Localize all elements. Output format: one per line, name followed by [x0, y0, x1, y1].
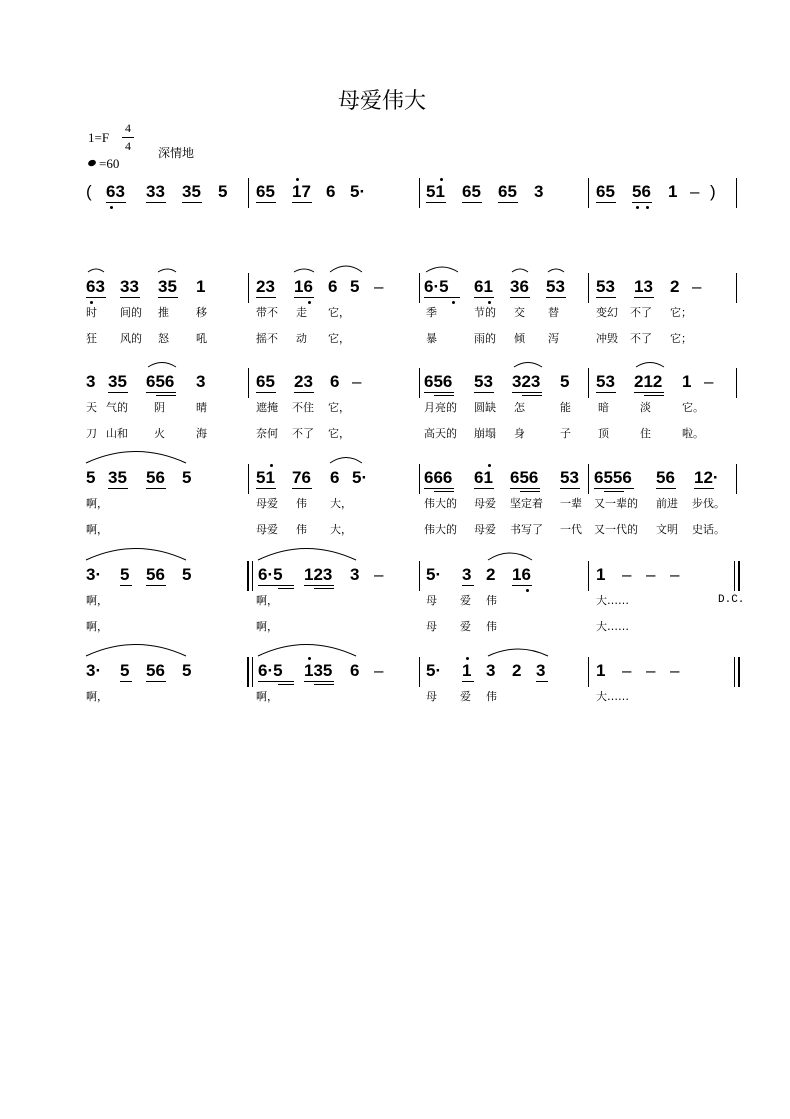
note: 5 — [120, 565, 130, 584]
lyric: 大…… — [596, 594, 629, 607]
lyric: 一代 — [560, 523, 582, 536]
lyric: 啊， — [256, 690, 278, 703]
lyric: 母爱 — [256, 523, 278, 536]
note: 1 — [682, 372, 692, 391]
note: 56 — [656, 468, 675, 487]
note: 23 — [294, 372, 313, 391]
note: 5 — [120, 661, 130, 680]
note: 65 — [256, 372, 275, 391]
note: 5· — [352, 468, 368, 487]
note: 12· — [694, 468, 719, 487]
lyric: 步伐。 — [692, 497, 725, 510]
lyric: 它， — [328, 427, 350, 440]
lyric: 一辈 — [560, 497, 582, 510]
note: 65 — [462, 182, 481, 201]
note: 65 — [256, 182, 275, 201]
slur — [512, 269, 528, 272]
note: 123 — [304, 565, 333, 584]
note: 6 — [350, 661, 360, 680]
page-title: 母爱伟大 — [338, 89, 427, 114]
slur — [548, 269, 564, 272]
lyric: 啊， — [86, 690, 108, 703]
lyric: 刀 — [86, 427, 97, 440]
note: – — [704, 372, 714, 391]
note: 3 — [486, 661, 496, 680]
note: – — [646, 661, 656, 680]
note: 5· — [350, 182, 366, 201]
lyric: 怎 — [514, 401, 525, 414]
note: 1 — [196, 277, 206, 296]
lyric: 文明 — [656, 523, 678, 536]
lyric: 伟大的 — [424, 497, 457, 510]
lyric: 交 — [514, 306, 525, 319]
lyric: 天 — [86, 401, 97, 414]
slur — [426, 267, 458, 272]
note: 63 — [86, 277, 105, 296]
lyric: 季 — [426, 306, 437, 319]
lyric: 暗 — [598, 401, 609, 414]
lyric: 气的 — [106, 401, 128, 414]
note: – — [646, 565, 656, 584]
slur — [330, 266, 362, 272]
note: 3 — [350, 565, 360, 584]
lyric: 它； — [670, 332, 692, 345]
lyric: 伟 — [296, 497, 307, 510]
lyric: 移 — [196, 306, 207, 319]
lyric: 爱 — [460, 594, 471, 607]
lyric: 顶 — [598, 427, 609, 440]
lyric: 它； — [670, 306, 692, 319]
note: 51 — [426, 182, 445, 201]
lyric: 书写了 — [510, 523, 543, 536]
note: 1 — [596, 661, 606, 680]
lyric: 大…… — [596, 690, 629, 703]
note: 5 — [86, 468, 96, 487]
note: 56 — [146, 661, 165, 680]
lyric: 啊， — [256, 594, 278, 607]
lyric: 海 — [196, 427, 207, 440]
note: 6·5 — [258, 565, 283, 584]
lyric: 大， — [330, 523, 352, 536]
lyric: 能 — [560, 401, 571, 414]
lyric: 伟 — [296, 523, 307, 536]
note: 36 — [510, 277, 529, 296]
note: 51 — [256, 468, 275, 487]
note: 3 — [86, 372, 96, 391]
note: – — [670, 661, 680, 680]
slur — [488, 553, 532, 560]
note: 63 — [106, 182, 125, 201]
lyric: 动 — [296, 332, 307, 345]
lyric: 啊， — [86, 523, 108, 536]
lyric: 时 — [86, 306, 97, 319]
lyric: 前进 — [656, 497, 678, 510]
lyric: 暴 — [426, 332, 437, 345]
lyric: 不了 — [630, 332, 652, 345]
note: 666 — [424, 468, 453, 487]
note: 6 — [330, 468, 340, 487]
slur — [86, 452, 186, 464]
slur — [294, 269, 314, 272]
note: 656 — [146, 372, 175, 391]
note: 35 — [158, 277, 177, 296]
note: 2 — [670, 277, 680, 296]
tempo-marking: =60 — [99, 156, 120, 171]
lyric: 子 — [560, 427, 571, 440]
lyric: 大…… — [596, 620, 629, 633]
lyric: 又一辈的 — [594, 497, 638, 510]
note: 5 — [350, 277, 360, 296]
note: – — [670, 565, 680, 584]
note: 6·5 — [424, 277, 449, 296]
note: 56 — [146, 565, 165, 584]
lyric: 泻 — [548, 332, 559, 345]
note: 16 — [512, 565, 531, 584]
lyric: 走 — [296, 306, 307, 319]
lyric: 啊， — [86, 620, 108, 633]
note: 1 — [462, 661, 472, 680]
lyric: 伟 — [486, 690, 497, 703]
note: 61 — [474, 277, 493, 296]
note: – — [690, 182, 700, 201]
lyric: 冲毁 — [596, 332, 618, 345]
slur — [514, 363, 542, 368]
note: – — [622, 661, 632, 680]
lyric: 母 — [426, 620, 437, 633]
note: 23 — [256, 277, 275, 296]
lyric: 火 — [154, 427, 165, 440]
note: 323 — [512, 372, 541, 391]
note: 53 — [546, 277, 565, 296]
note: – — [374, 277, 384, 296]
note: 3· — [86, 565, 102, 584]
lyric: 节的 — [474, 306, 496, 319]
slur — [636, 363, 664, 368]
lyric: 怒 — [158, 332, 169, 345]
lyric: 带不 — [256, 306, 278, 319]
lyric: 推 — [158, 306, 169, 319]
lyric: 间的 — [120, 306, 142, 319]
note: 3· — [86, 661, 102, 680]
expression-marking: 深情地 — [158, 146, 195, 160]
note: 5 — [182, 661, 192, 680]
note: 56 — [632, 182, 651, 201]
note: 6·5 — [258, 661, 283, 680]
intro-close-paren: ) — [710, 182, 716, 201]
note: – — [374, 661, 384, 680]
note: 35 — [108, 372, 127, 391]
slur — [158, 269, 176, 272]
note: 6556 — [594, 468, 632, 487]
lyric: 阴 — [154, 401, 165, 414]
lyric: 倾 — [514, 332, 525, 345]
lyric: 爱 — [460, 690, 471, 703]
time-signature-bottom: 4 — [125, 139, 131, 153]
lyric: 啊， — [256, 620, 278, 633]
note: 212 — [634, 372, 663, 391]
lyric: 母 — [426, 594, 437, 607]
note: 6 — [328, 277, 338, 296]
note: – — [374, 565, 384, 584]
lyric: 月亮的 — [424, 401, 457, 414]
lyric: 它， — [328, 332, 350, 345]
lyric: 它。 — [682, 401, 704, 414]
lyric: 风的 — [120, 332, 142, 345]
note: 76 — [292, 468, 311, 487]
note: 13 — [634, 277, 653, 296]
lyric: 母爱 — [474, 523, 496, 536]
lyric: 摇不 — [256, 332, 278, 345]
note: 5 — [218, 182, 228, 201]
note: 2 — [486, 565, 496, 584]
lyric: 狂 — [86, 332, 97, 345]
slur — [88, 269, 104, 272]
slur — [488, 649, 548, 656]
note: 53 — [560, 468, 579, 487]
lyric: 雨的 — [474, 332, 496, 345]
note: 5 — [182, 565, 192, 584]
lyric: 啊， — [86, 594, 108, 607]
intro-open-paren: ( — [86, 182, 92, 201]
note: – — [622, 565, 632, 584]
lyric: 母爱 — [474, 497, 496, 510]
note: 16 — [294, 277, 313, 296]
lyric: 遮掩 — [256, 401, 278, 414]
lyric: 变幻 — [596, 306, 618, 319]
slur — [148, 363, 176, 368]
lyric: 高天的 — [424, 427, 457, 440]
lyric: 它， — [328, 401, 350, 414]
lyric: 山和 — [106, 427, 128, 440]
lyric: 替 — [548, 306, 559, 319]
note: 3 — [534, 182, 544, 201]
lyric: 伟 — [486, 594, 497, 607]
note: 53 — [474, 372, 493, 391]
lyric: 又一代的 — [594, 523, 638, 536]
key-signature: 1=F — [88, 130, 110, 145]
note: 33 — [120, 277, 139, 296]
lyric: 啦。 — [682, 427, 704, 440]
note: 5· — [426, 565, 442, 584]
note: 5 — [560, 372, 570, 391]
note: 3 — [462, 565, 472, 584]
lyric: 住 — [640, 427, 651, 440]
note: 3 — [196, 372, 206, 391]
slur — [86, 549, 186, 561]
lyric: 大， — [330, 497, 352, 510]
lyric: 母爱 — [256, 497, 278, 510]
note: 656 — [510, 468, 539, 487]
lyric: 不了 — [630, 306, 652, 319]
lyric: 淡 — [640, 401, 651, 414]
lyric: 崩塌 — [474, 427, 496, 440]
da-capo-marking: D.C. — [718, 594, 745, 606]
lyric: 奈何 — [256, 427, 278, 440]
lyric: 爱 — [460, 620, 471, 633]
lyric: 它， — [328, 306, 350, 319]
time-signature-top: 4 — [125, 121, 131, 135]
lyric: 晴 — [196, 401, 207, 414]
note: 35 — [108, 468, 127, 487]
lyric: 圆缺 — [474, 401, 496, 414]
note: 65 — [498, 182, 517, 201]
note: 53 — [596, 372, 615, 391]
lyric: 伟大的 — [424, 523, 457, 536]
note: 5· — [426, 661, 442, 680]
lyric: 不了 — [292, 427, 314, 440]
note: 17 — [292, 182, 311, 201]
note: 2 — [512, 661, 522, 680]
note: 1 — [668, 182, 678, 201]
note: 1 — [596, 565, 606, 584]
slur — [258, 549, 356, 561]
note: 5 — [182, 468, 192, 487]
note: 6 — [326, 182, 336, 201]
note: 35 — [182, 182, 201, 201]
note: 56 — [146, 468, 165, 487]
lyric: 啊， — [86, 497, 108, 510]
note: 135 — [304, 661, 333, 680]
note: – — [352, 372, 362, 391]
slur — [86, 645, 186, 657]
note: 656 — [424, 372, 453, 391]
note: 6 — [330, 372, 340, 391]
slur — [258, 645, 356, 657]
lyric: 史话。 — [692, 523, 725, 536]
note: – — [692, 277, 702, 296]
lyric: 坚定着 — [510, 497, 543, 510]
note: 65 — [596, 182, 615, 201]
lyric: 不住 — [292, 401, 314, 414]
lyric: 身 — [514, 427, 525, 440]
lyric: 吼 — [196, 332, 207, 345]
note: 53 — [596, 277, 615, 296]
note: 61 — [474, 468, 493, 487]
note: 33 — [146, 182, 165, 201]
note: 3 — [536, 661, 546, 680]
slur — [330, 458, 362, 464]
lyric: 母 — [426, 690, 437, 703]
lyric: 伟 — [486, 620, 497, 633]
